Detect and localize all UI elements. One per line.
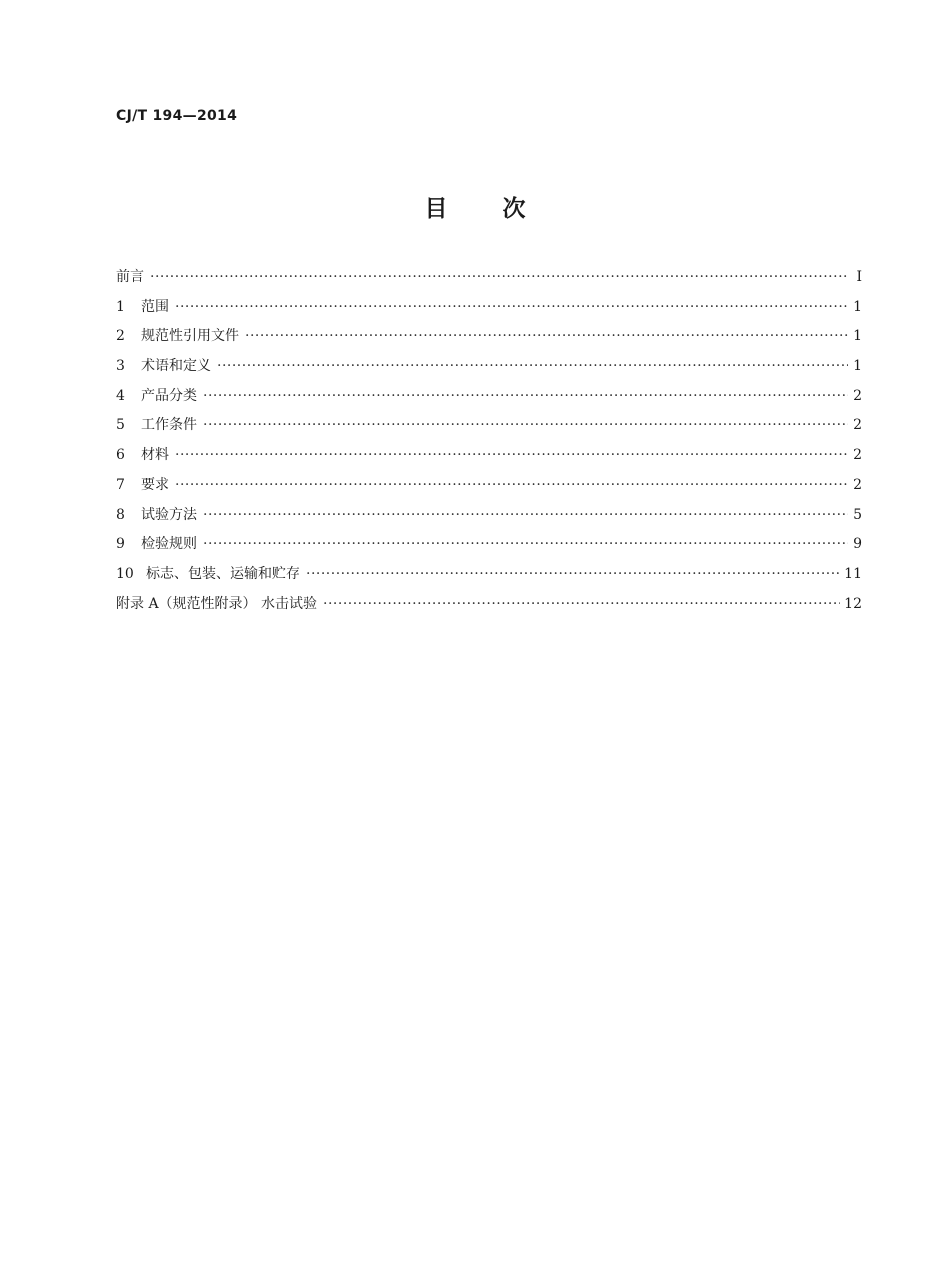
toc-entry-page: 2 xyxy=(853,476,862,493)
toc-entry-terms-definitions[interactable] xyxy=(116,355,862,385)
toc-entry-label: 标志、包装、运输和贮存 xyxy=(146,565,300,582)
toc-leader-dots xyxy=(323,596,840,612)
toc-entry-number: 10 xyxy=(116,565,134,582)
table-of-contents xyxy=(116,266,862,622)
toc-entry-label: 检验规则 xyxy=(141,536,197,553)
toc-entry-number: 3 xyxy=(116,358,125,375)
toc-leader-dots xyxy=(175,477,848,493)
toc-entry-requirements[interactable] xyxy=(116,474,862,504)
toc-entry-label: 试验方法 xyxy=(141,506,197,523)
toc-entry-number: 8 xyxy=(116,506,125,523)
toc-entry-page: 1 xyxy=(853,328,862,345)
toc-leader-dots xyxy=(217,358,848,374)
toc-entry-number: 2 xyxy=(116,328,125,345)
toc-entry-label: 工作条件 xyxy=(141,417,197,434)
toc-leader-dots xyxy=(203,507,848,523)
toc-entry-page: 5 xyxy=(853,506,862,523)
toc-leader-dots xyxy=(203,417,848,433)
toc-entry-page: 1 xyxy=(853,298,862,315)
toc-entry-number: 6 xyxy=(116,447,125,464)
toc-leader-dots xyxy=(175,447,848,463)
toc-entry-number: 7 xyxy=(116,476,125,493)
toc-entry-number: 4 xyxy=(116,387,125,404)
toc-entry-label: 产品分类 xyxy=(141,387,197,404)
toc-entry-materials[interactable] xyxy=(116,444,862,474)
toc-entry-page: 2 xyxy=(853,417,862,434)
toc-entry-test-methods[interactable] xyxy=(116,504,862,534)
toc-entry-number: 9 xyxy=(116,536,125,553)
toc-entry-page: 9 xyxy=(853,536,862,553)
toc-entry-page: 2 xyxy=(853,447,862,464)
toc-entry-label: 前言 xyxy=(116,269,144,285)
toc-entry-page: 11 xyxy=(844,565,862,582)
toc-entry-label: 范围 xyxy=(141,298,169,315)
toc-entry-page: 12 xyxy=(844,595,862,612)
toc-entry-number: 5 xyxy=(116,417,125,434)
toc-entry-classification[interactable] xyxy=(116,385,862,415)
standard-code: CJ/T 194—2014 xyxy=(116,108,238,124)
toc-entry-label: 材料 xyxy=(141,447,169,464)
toc-entry-page: 2 xyxy=(853,387,862,404)
toc-leader-dots xyxy=(245,328,848,344)
toc-entry-label: 附录 A（规范性附录） 水击试验 xyxy=(116,595,318,612)
toc-entry-number: 1 xyxy=(116,298,125,315)
toc-leader-dots xyxy=(150,269,848,285)
toc-leader-dots xyxy=(306,566,840,582)
toc-entry-working-conditions[interactable] xyxy=(116,414,862,444)
toc-entry-inspection-rules[interactable] xyxy=(116,533,862,563)
toc-entry-page: 1 xyxy=(853,358,862,375)
toc-leader-dots xyxy=(203,536,848,552)
toc-leader-dots xyxy=(203,388,848,404)
toc-entry-scope[interactable] xyxy=(116,296,862,326)
toc-entry-label: 术语和定义 xyxy=(141,358,211,375)
toc-entry-marking-packaging[interactable] xyxy=(116,563,862,593)
toc-entry-label: 要求 xyxy=(141,476,169,493)
toc-leader-dots xyxy=(175,299,848,315)
toc-entry-foreword[interactable] xyxy=(116,266,862,296)
toc-entry-label: 规范性引用文件 xyxy=(141,328,239,345)
page-title: 目次 xyxy=(424,196,581,222)
toc-entry-normative-references[interactable] xyxy=(116,325,862,355)
toc-entry-annex-a[interactable] xyxy=(116,593,862,623)
toc-entry-page: Ⅰ xyxy=(856,269,862,285)
